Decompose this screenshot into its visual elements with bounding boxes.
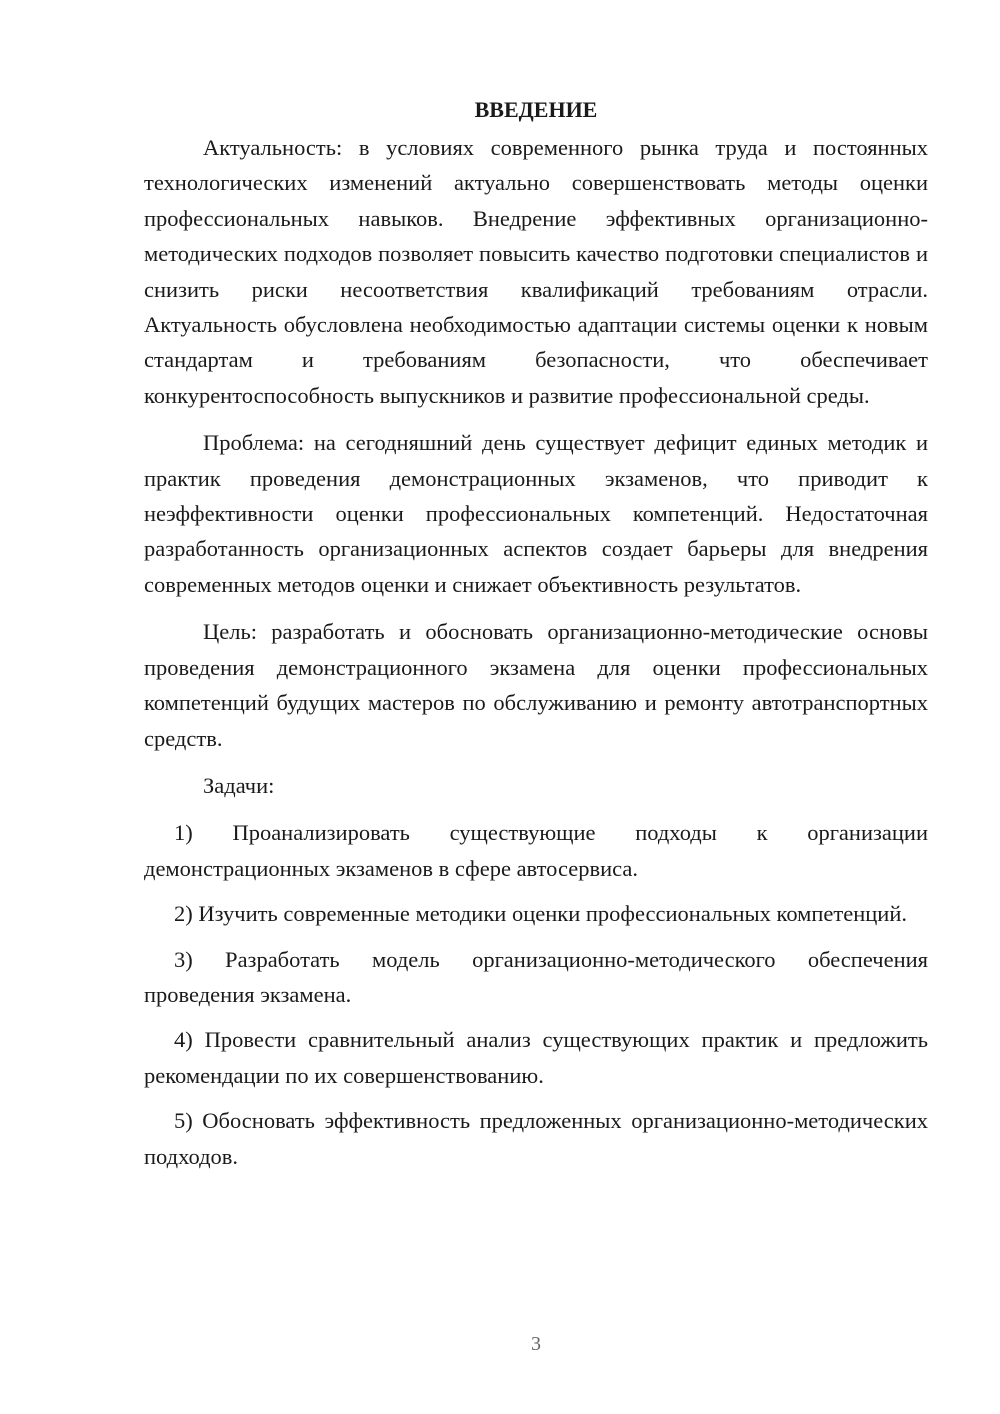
section-heading: ВВЕДЕНИЕ [474,97,598,122]
paragraph-goal: Цель: разработать и обосновать организационно-методические основы проведения демонстрационного экзамена для оценки профессиональных компетенций будущих мастеров по обслуживанию и ремонту автотранспортных средств. [144,619,928,751]
task-item: 4) Провести сравнительный анализ существующих практик и предложить рекомендации по их совершенствованию. [144,1027,928,1088]
tasks-label: Задачи: [203,772,275,798]
task-item: 2) Изучить современные методики оценки профессиональных компетенций. [174,901,908,927]
task-item: 1) Проанализировать существующие подходы к организации демонстрационных экзаменов в сфере автосервиса. [144,820,928,881]
task-item: 5) Обосновать эффективность предложенных организационно-методических подходов. [144,1108,928,1169]
task-item: 3) Разработать модель организационно-методического обеспечения проведения экзамена. [144,946,928,1007]
document-page [144,92,928,1184]
page-number: 3 [531,1333,541,1355]
paragraph-relevance: Актуальность: в условиях современного рынка труда и постоянных технологических изменений актуально совершенствовать методы оценки профессиональных навыков. Внедрение эффективных организационно-методических подходов позволяет повысить качество подготовки специалистов и снизить риски несоответствия квалификаций требованиям отрасли. Актуальность обусловлена необходимостью адаптации системы оценки к новым стандартам и требованиям безопасности, что обеспечивает конкурентоспособность выпускников и развитие профессиональной среды. [144,135,928,408]
paragraph-problem: Проблема: на сегодняшний день существует дефицит единых методик и практик проведения демонстрационных экзаменов, что приводит к неэффективности оценки профессиональных компетенций. Недостаточная разработанность организационных аспектов создает барьеры для внедрения современных методов оценки и снижает объективность результатов. [144,430,928,597]
